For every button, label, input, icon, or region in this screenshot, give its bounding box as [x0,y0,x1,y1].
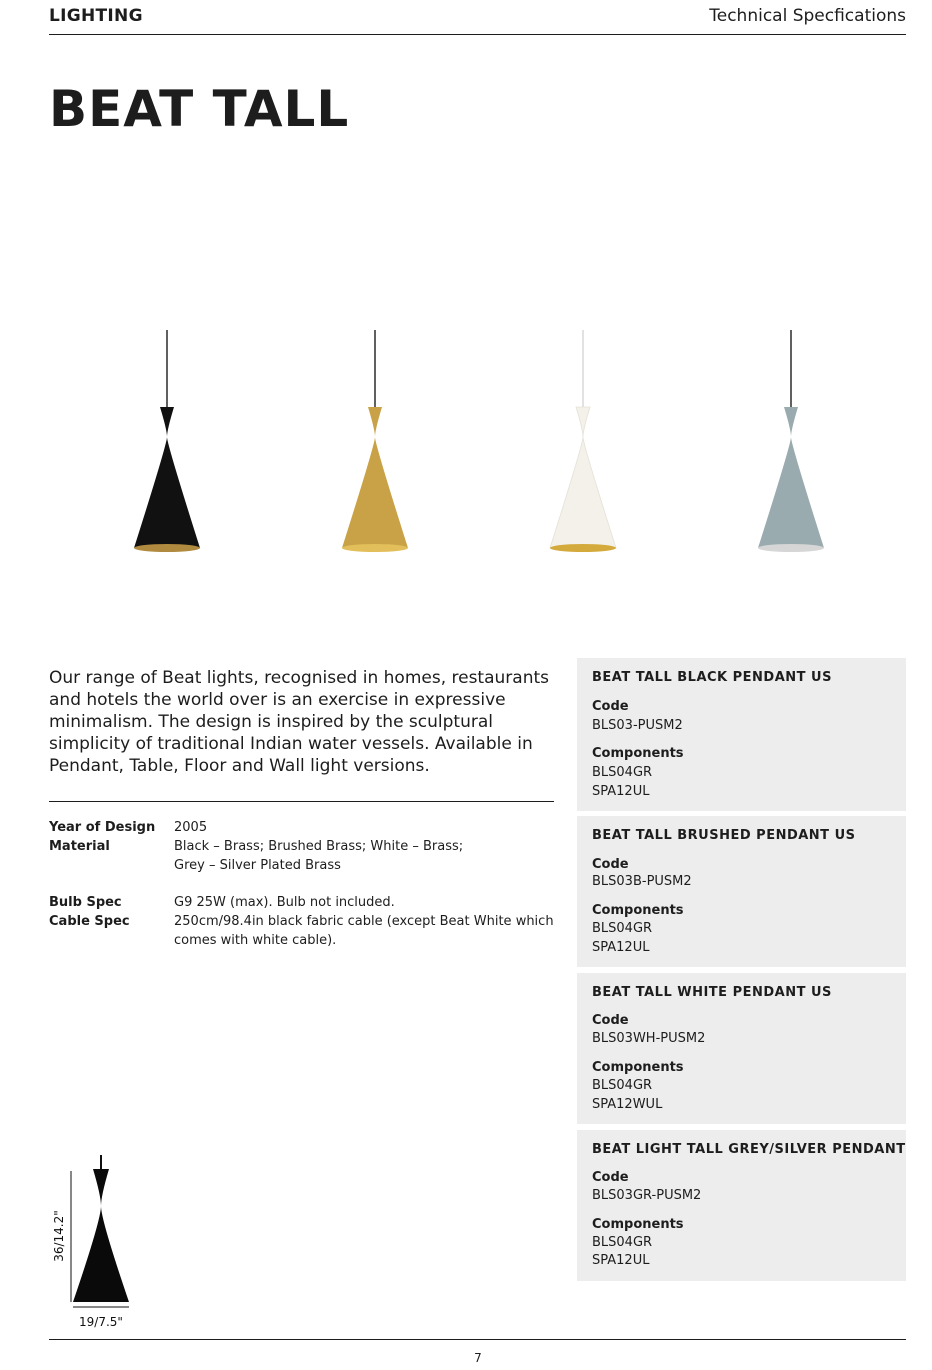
footer-divider [49,1339,906,1340]
components-label: Components [592,746,684,761]
lamp-interior [342,544,408,552]
lamp-image-white [523,330,643,560]
code-label: Code [592,1013,629,1028]
height-dimension-label: 36/14.2" [52,1210,66,1262]
lamp-interior [550,544,616,552]
lamp-image-black [107,330,227,560]
spec-label: Bulb Spec [49,895,122,910]
component-item: SPA12UL [592,784,650,799]
product-name: BEAT TALL BRUSHED PENDANT US [592,828,856,843]
spec-value: 2005 [174,820,208,835]
components-label: Components [592,1060,684,1075]
document-type-label: Technical Specfications [709,6,906,26]
component-item: BLS04GR [592,921,653,936]
spec-value: G9 25W (max). Bulb not included. [174,895,395,910]
lamp-interior [758,544,824,552]
product-title: BEAT TALL [49,80,350,138]
components-label: Components [592,903,684,918]
lamp-image-brushed-brass [315,330,435,560]
page-number: 7 [474,1351,482,1365]
component-item: BLS04GR [592,765,653,780]
intro-paragraph: Our range of Beat lights, recognised in homes, restaurants and hotels the world over is an exercise in expressive minimalism. The design is inspired by the sculptural simplicity of traditional Indian water vessels. Available in Pendant, Table, Floor and Wall light versions. [49,668,549,776]
code-label: Code [592,1170,629,1185]
spec-value: Black – Brass; Brushed Brass; White – Brass; Grey – Silver Plated Brass [174,839,464,873]
divider [49,801,554,802]
code-label: Code [592,857,629,872]
component-item: SPA12UL [592,1253,650,1268]
product-card-brushed [577,816,906,967]
lamp-shade [550,407,616,548]
component-item: BLS04GR [592,1235,653,1250]
component-item: BLS04GR [592,1078,653,1093]
product-name: BEAT TALL BLACK PENDANT US [592,670,832,685]
diagram-lamp-silhouette [73,1169,129,1302]
product-name: BEAT LIGHT TALL GREY/SILVER PENDANT [592,1142,906,1157]
lamp-shade [758,407,824,548]
lamp-interior [134,544,200,552]
dimension-diagram [49,1150,169,1335]
product-card-black [577,658,906,811]
product-card-white [577,973,906,1124]
component-item: SPA12UL [592,940,650,955]
code-value: BLS03GR-PUSM2 [592,1188,702,1203]
spec-label: Cable Spec [49,914,130,929]
product-card-grey [577,1130,906,1281]
code-value: BLS03B-PUSM2 [592,874,692,889]
code-label: Code [592,699,629,714]
spec-label: Year of Design [49,820,156,835]
lamp-shade [342,407,408,548]
product-lineup [0,330,932,560]
lamp-shade [134,407,200,548]
code-value: BLS03-PUSM2 [592,718,683,733]
component-item: SPA12WUL [592,1097,663,1112]
product-name: BEAT TALL WHITE PENDANT US [592,985,832,1000]
spec-label: Material [49,839,110,854]
page-header [49,0,906,35]
width-dimension-label: 19/7.5" [79,1315,123,1329]
section-label: LIGHTING [49,6,143,26]
spec-value: 250cm/98.4in black fabric cable (except Beat White which comes with white cable). [174,914,554,948]
code-value: BLS03WH-PUSM2 [592,1031,706,1046]
lamp-image-grey [731,330,851,560]
components-label: Components [592,1217,684,1232]
